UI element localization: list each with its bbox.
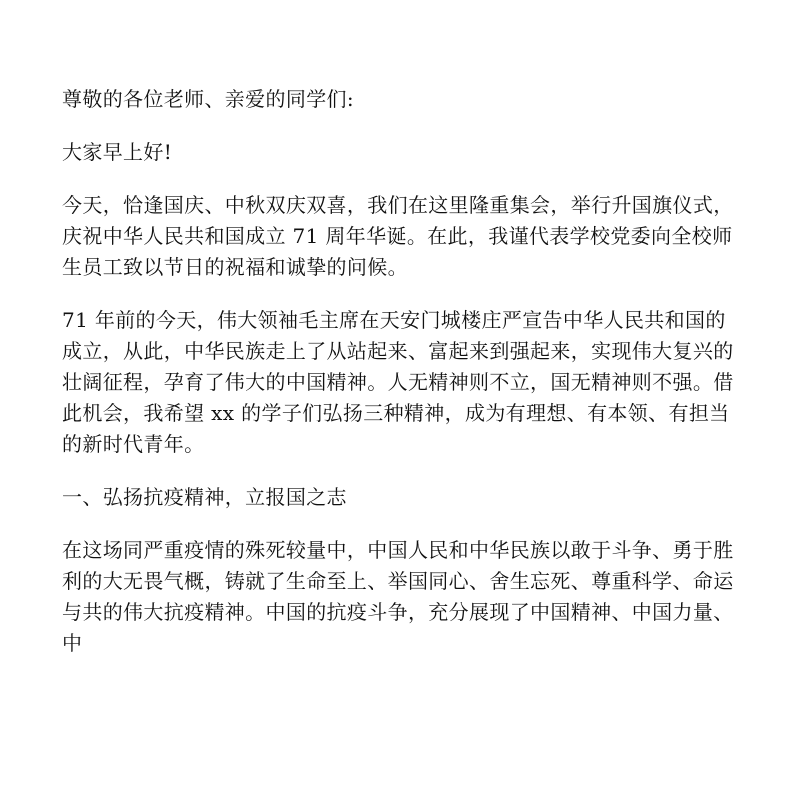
section-heading: 一、弘扬抗疫精神，立报国之志 <box>62 485 347 509</box>
speech-text <box>62 84 742 681</box>
paragraph-2: 71 年前的今天，伟大领袖毛主席在天安门城楼庄严宣告中华人民共和国的成立，从此，中华民族走上了从站起来、富起来到强起来，实现伟大复兴的壮阔征程，孕育了伟大的中国精神。人无精神则不立，国无精神则不强。借此机会，我希望 xx 的学子们弘扬三种精神，成为有理想、有本领、有担当的新时代青年。 <box>62 308 734 456</box>
greeting-line: 大家早上好! <box>62 140 173 164</box>
salutation-line: 尊敬的各位老师、亲爱的同学们: <box>62 87 354 111</box>
paragraph-1: 今天，恰逢国庆、中秋双庆双喜，我们在这里隆重集会，举行升国旗仪式，庆祝中华人民共和国成立 71 周年华诞。在此，我谨代表学校党委向全校师生员工致以节日的祝福和诚挚的问候。 <box>62 193 734 279</box>
section-paragraph: 在这场同严重疫情的殊死较量中，中国人民和中华民族以敢于斗争、勇于胜利的大无畏气概，铸就了生命至上、举国同心、舍生忘死、尊重科学、命运与共的伟大抗疫精神。中国的抗疫斗争，充分展现了中国精神、中国力量、中 <box>62 538 734 655</box>
